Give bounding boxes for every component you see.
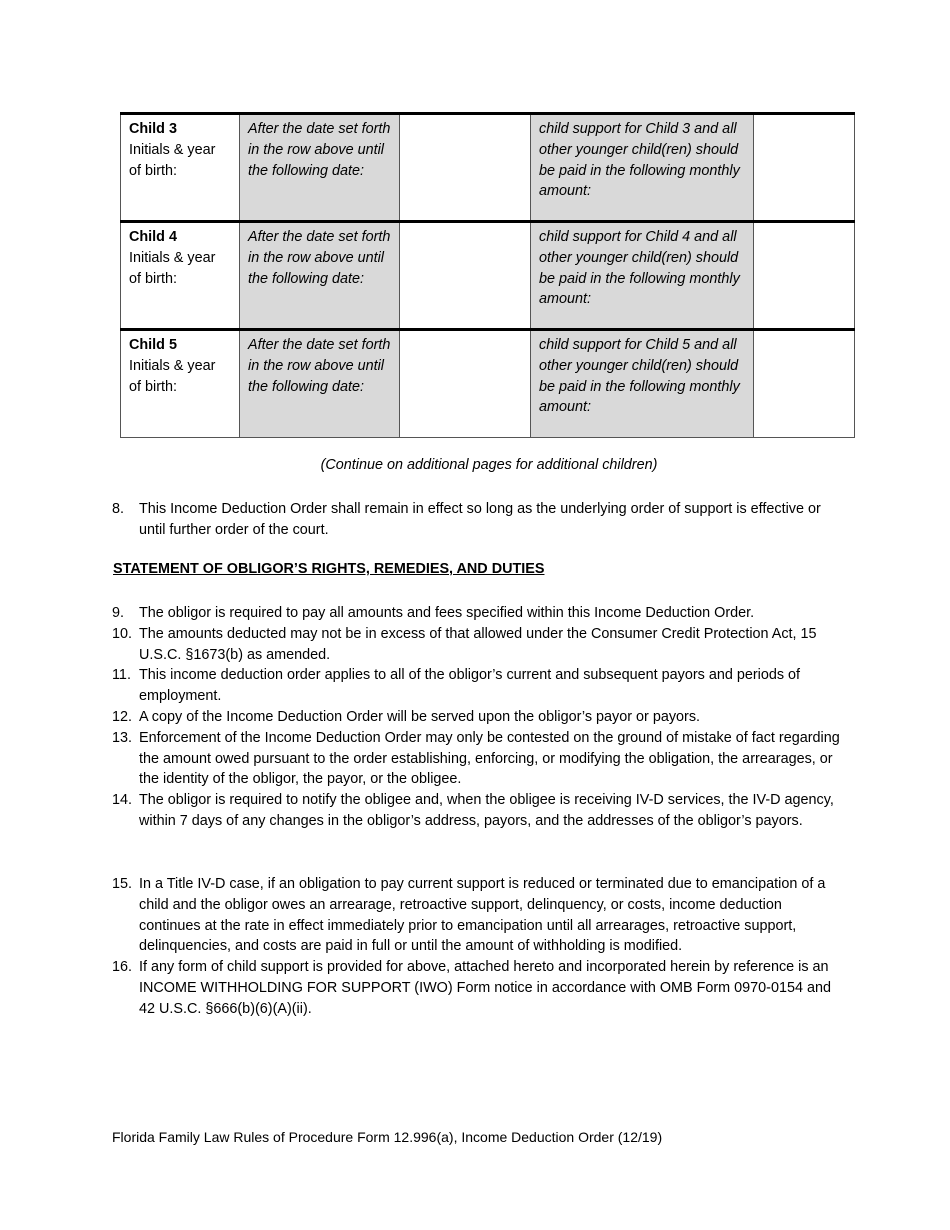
item-text: The amounts deducted may not be in excess of that allowed under the Consumer Credit Protection Act, 15 U.S.C. §1673(b) as amended. [139, 625, 817, 663]
amount-prompt-cell: child support for Child 5 and all other younger child(ren) should be paid in the following monthly amount: [531, 330, 754, 438]
item-text: This income deduction order applies to all of the obligor’s current and subsequent payors and periods of employment. [139, 667, 801, 705]
table-row-child-3 [121, 114, 855, 222]
list-item [112, 603, 842, 624]
item-text: The obligor is required to pay all amounts and fees specified within this Income Deduction Order. [139, 605, 755, 621]
item-text: If any form of child support is provided for above, attached hereto and incorporated herein by reference is an INCOME WITHHOLDING FOR SUPPORT (IWO) Form notice in accordance with OMB Form 0970-0154 and 42 U.S.C. §666(b)(6)(A)(ii). [139, 959, 831, 1017]
item-number: 12. [112, 708, 133, 725]
section-heading: STATEMENT OF OBLIGOR’S RIGHTS, REMEDIES, AND DUTIES [113, 561, 545, 577]
child-label-cell [121, 222, 240, 330]
form-footer: Florida Family Law Rules of Procedure Form 12.996(a), Income Deduction Order (12/19) [112, 1129, 663, 1145]
amount-field[interactable] [754, 330, 855, 438]
item-number: 8. [112, 501, 125, 517]
item-text: A copy of the Income Deduction Order will be served upon the obligor’s payor or payors. [139, 708, 701, 725]
date-field[interactable] [400, 222, 531, 330]
child-label: Child 5 [129, 337, 177, 353]
child-initials-label: Initials & year of birth: [129, 249, 216, 287]
child-initials-label: Initials & year of birth: [129, 357, 216, 395]
list-item [112, 957, 842, 1019]
item-text: In a Title IV-D case, if an obligation to pay current support is reduced or terminated due to emancipation of a child and the obligor owes an arrearage, retroactive support, delinquency, or costs, income deduction continues at the rate in effect immediately prior to emancipation until all arrearages, retroactive support, delinquencies, and costs are paid in full or until the amount of withholding is modified. [139, 876, 826, 955]
date-prompt-cell: After the date set forth in the row above until the following date: [240, 222, 400, 330]
item-text: This Income Deduction Order shall remain in effect so long as the underlying order of support is effective or until further order of the court. [139, 501, 821, 538]
date-prompt-cell: After the date set forth in the row above until the following date: [240, 330, 400, 438]
obligor-rights-list [112, 603, 842, 832]
child-label: Child 3 [129, 121, 177, 137]
table-row-child-5 [121, 330, 855, 438]
item-number: 16. [112, 959, 133, 976]
child-label: Child 4 [129, 229, 177, 245]
item-number: 9. [112, 605, 125, 621]
date-field[interactable] [400, 330, 531, 438]
date-field[interactable] [400, 114, 531, 222]
child-label-cell [121, 330, 240, 438]
child-label-cell [121, 114, 240, 222]
list-item [112, 874, 842, 957]
amount-prompt-cell: child support for Child 3 and all other younger child(ren) should be paid in the following monthly amount: [531, 114, 754, 222]
item-number: 13. [112, 729, 133, 746]
list-item [112, 624, 842, 666]
item-text: Enforcement of the Income Deduction Order may only be contested on the ground of mistake of fact regarding the amount owed pursuant to the order establishing, enforcing, or modifying the obligation, the arrearages, or the identity of the obligor, the payor, or the obligee. [139, 729, 840, 788]
item-number: 11. [112, 667, 131, 684]
table-row-child-4 [121, 222, 855, 330]
item-number: 14. [112, 792, 133, 809]
amount-field[interactable] [754, 114, 855, 222]
item-number: 10. [112, 625, 133, 642]
child-initials-label: Initials & year of birth: [129, 141, 216, 179]
amount-prompt-cell: child support for Child 4 and all other younger child(ren) should be paid in the following monthly amount: [531, 222, 754, 330]
continue-note: (Continue on additional pages for additional children) [320, 457, 658, 473]
amount-field[interactable] [754, 222, 855, 330]
date-prompt-cell: After the date set forth in the row above until the following date: [240, 114, 400, 222]
child-support-schedule-table [120, 112, 855, 438]
list-item [112, 728, 842, 790]
list-item [112, 707, 842, 728]
item-8 [112, 499, 842, 541]
item-number: 15. [112, 876, 133, 892]
list-item [112, 665, 842, 707]
obligor-rights-list-continued [112, 874, 842, 1020]
item-text: The obligor is required to notify the obligee and, when the obligee is receiving IV-D services, the IV-D agency, within 7 days of any changes in the obligor’s address, payors, and the addresses of the obligor’s payors. [139, 792, 834, 829]
list-item [112, 790, 842, 832]
